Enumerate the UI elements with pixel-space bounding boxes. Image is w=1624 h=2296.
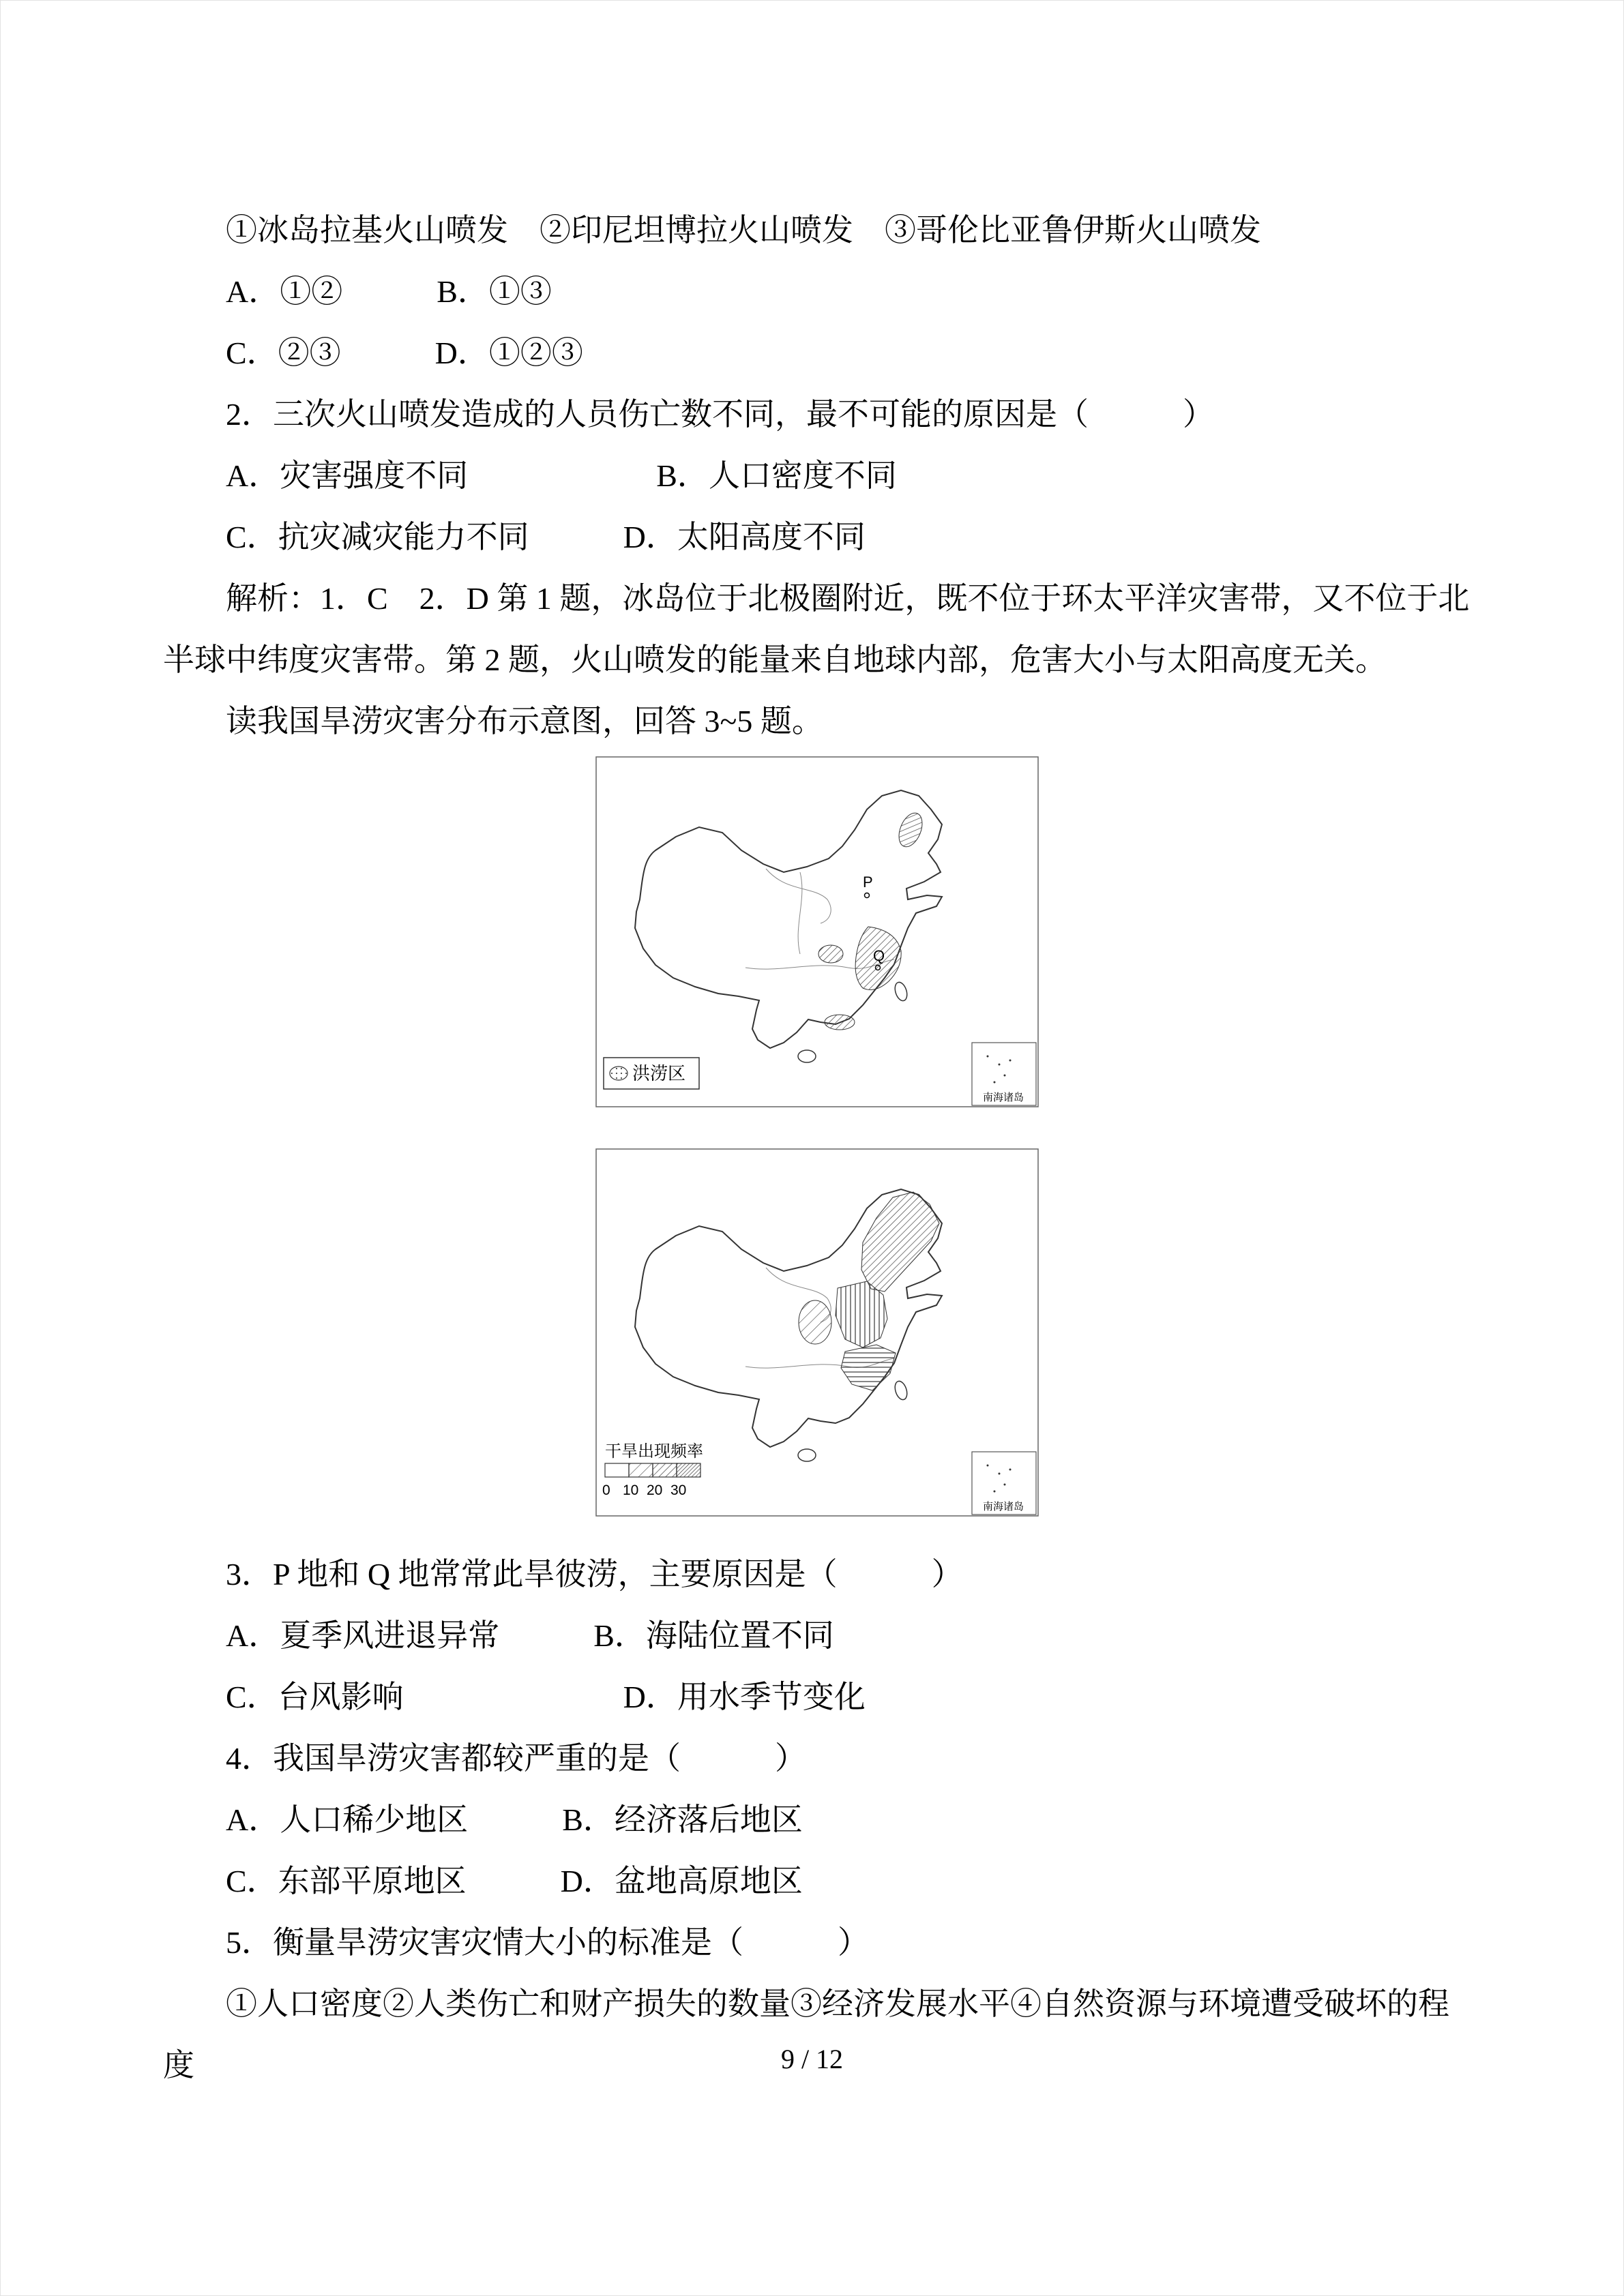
question-1-options-cd: C．②③ D．①②③	[226, 336, 583, 370]
south-china-sea-inset-label: 南海诸岛	[982, 1501, 1024, 1512]
question-5-items: ①人口密度②人类伤亡和财产损失的数量③经济发展水平④自然资源与环境遭受破坏的程度	[163, 1986, 1449, 2083]
question-1-options-ab: A．①② B．①③	[226, 274, 552, 309]
page-number: 9 / 12	[780, 2044, 844, 2074]
drought-scale-tick: 20	[646, 1482, 662, 1498]
drought-legend-title: 干旱出现频率	[604, 1442, 703, 1461]
document-body	[163, 200, 1471, 2096]
south-china-sea-inset	[972, 1452, 1036, 1515]
question-5-stem: 5．衡量旱涝灾害灾情大小的标准是（ ）	[226, 1925, 869, 1960]
south-china-sea-inset	[972, 1043, 1036, 1105]
question-4-stem: 4．我国旱涝灾害都较严重的是（ ）	[226, 1741, 806, 1776]
question-2-stem: 2．三次火山喷发造成的人员伤亡数不同，最不可能的原因是（ ）	[226, 397, 1214, 432]
question-4-options-ab: A．人口稀少地区 B．经济落后地区	[226, 1802, 803, 1837]
question-2-options-ab: A．灾害强度不同 B．人口密度不同	[226, 458, 897, 493]
south-china-sea-inset-label: 南海诸岛	[982, 1092, 1024, 1103]
question-3-options-cd: C．台风影响 D．用水季节变化	[226, 1680, 866, 1714]
drought-map	[595, 1148, 1039, 1517]
drought-scale-tick: 0	[602, 1482, 610, 1498]
reading-instruction: 读我国旱涝灾害分布示意图，回答 3~5 题。	[226, 704, 823, 739]
flood-legend-label: 洪涝区	[632, 1063, 685, 1084]
flood-map	[595, 756, 1039, 1107]
question-4-options-cd: C．东部平原地区 D．盆地高原地区	[226, 1864, 803, 1898]
question-1-items: ①冰岛拉基火山喷发 ②印尼坦博拉火山喷发 ③哥伦比亚鲁伊斯火山喷发	[226, 213, 1261, 248]
analysis-text: 解析：1．C 2．D 第 1 题，冰岛位于北极圈附近，既不位于环太平洋灾害带，又不位于北半球中纬度灾害带。第 2 题，火山喷发的能量来自地球内部，危害大小与太阳高度无关。	[163, 581, 1470, 677]
drought-scale-tick: 10	[622, 1482, 638, 1498]
point-q-label: Q	[872, 947, 885, 964]
figures	[163, 756, 1471, 1517]
flood-legend	[604, 1058, 699, 1089]
question-3-stem: 3．P 地和 Q 地常常此旱彼涝，主要原因是（ ）	[226, 1557, 963, 1592]
question-3-options-ab: A．夏季风进退异常 B．海陆位置不同	[226, 1618, 834, 1653]
question-2-options-cd: C．抗灾减灾能力不同 D．太阳高度不同	[226, 520, 866, 554]
drought-scale-tick: 30	[670, 1482, 686, 1498]
point-p-label: P	[862, 874, 873, 891]
